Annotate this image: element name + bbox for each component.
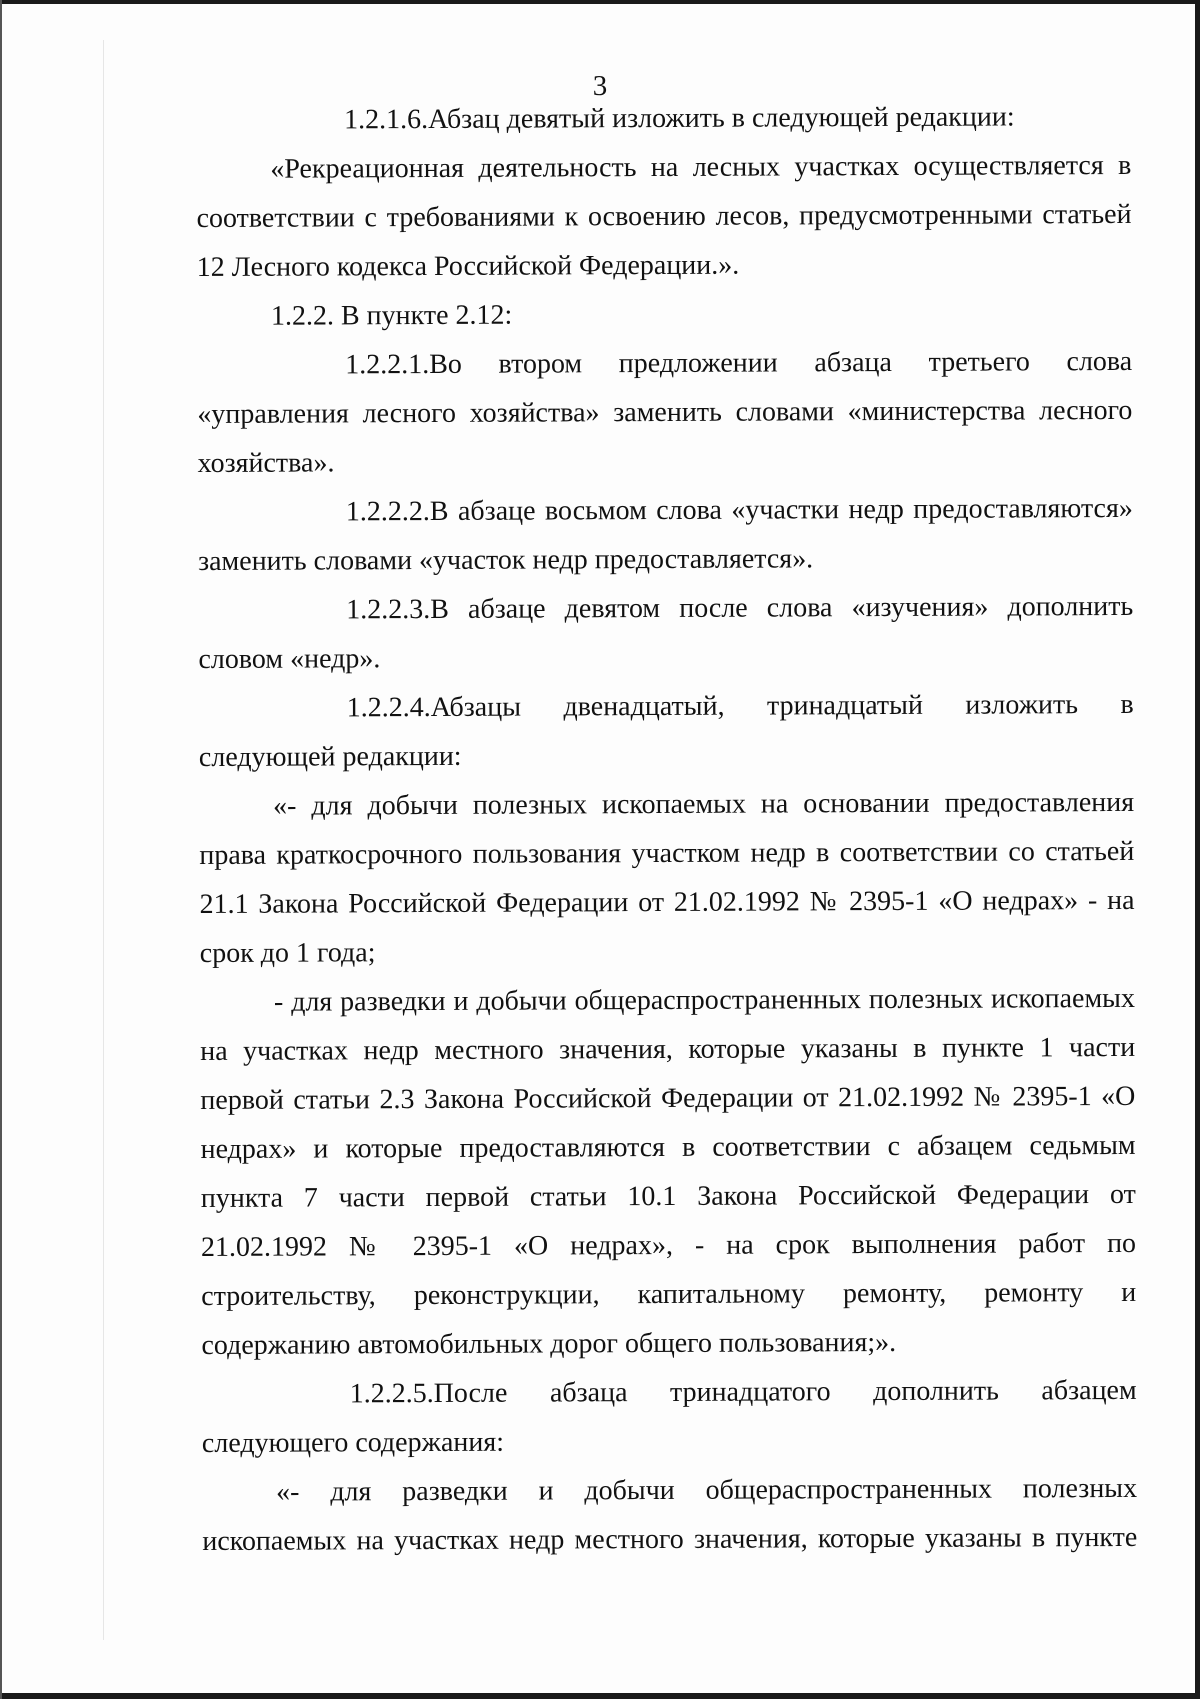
paragraph-text: - для разведки и добычи общераспространенных полезных ископаемых на участках недр местного значения, которые указаны в пункте 1 части первой статьи 2.3 Закона Российской Федерации от 21.02.1992 № 2395-1 «О недрах» и которые предоставляются в соответствии с абзацем седьмым пункта 7 части первой статьи 10.1 Закона Российской Федерации от 21.02.1992 № 2395-1 «О недрах», - на срок выполнения работ по строительству, реконструкции, капитальному ремонту, ремонту и содержанию автомобильных дорог общего пользования;». [200,982,1137,1361]
paragraph-text: Абзацы двенадцатый, тринадцатый изложить в следующей редакции: [198,688,1134,773]
paragraph-text: «- для разведки и добычи общераспространенных полезных ископаемых на участках недр местного значения, которые указаны в пункте [202,1472,1138,1557]
scan-border-bottom [0,1693,1200,1699]
paragraph-quote-exploration [202,1464,1137,1566]
paragraph-text: В абзаце девятом после слова «изучения» дополнить словом «недр». [198,590,1134,675]
paragraph-1-2-1-6 [196,92,1131,145]
paragraph-1-2-2-3 [198,582,1133,684]
scan-margin-line [103,40,104,1640]
paragraph-1-2-2-2 [198,484,1133,586]
clause-number: 1.2.2.5. [349,1377,434,1410]
paragraph-1-2-2-5 [202,1366,1137,1468]
paragraph-text: «Рекреационная деятельность на лесных участках осуществляется в соответствии с требованиями к освоению лесов, предусмотренными статьей 12 Лесного кодекса Российской Федерации.». [196,149,1132,283]
page-number: 3 [592,70,608,102]
paragraph-text: 1.2.2. В пункте 2.12: [270,299,513,332]
clause-number: 1.2.1.6. [344,103,429,136]
paragraph-quote-recreation [196,141,1132,292]
paragraph-text: После абзаца тринадцатого дополнить абзацем следующего содержания: [201,1374,1137,1459]
clause-number: 1.2.2.4. [346,691,431,724]
scan-border-right [1195,0,1200,1699]
paragraph-exploration-roads [200,974,1137,1370]
paragraph-text: Во втором предложении абзаца третьего слова «управления лесного хозяйства» заменить словами «министерства лесного хозяйства». [197,345,1133,479]
document-body [196,92,1137,1566]
paragraph-1-2-2 [197,288,1132,341]
paragraph-1-2-2-1 [197,337,1133,488]
paragraph-text: В абзаце восьмом слова «участки недр предоставляются» заменить словами «участок недр предоставляется». [197,492,1133,577]
scan-border-top [0,0,1200,4]
paragraph-text: «- для добычи полезных ископаемых на основании предоставления права краткосрочного пользования участком недр в соответствии со статьей 21.1 Закона Российской Федерации от 21.02.1992 № 2395-1 «О недрах» - на срок до 1 года; [199,786,1135,969]
paragraph-1-2-2-4 [199,680,1134,782]
paragraph-quote-extraction [199,778,1135,978]
paragraph-text: Абзац девятый изложить в следующей редакции: [428,101,1015,135]
clause-number: 1.2.2.2. [345,495,430,528]
clause-number: 1.2.2.1. [345,348,430,381]
scan-border-left [0,0,2,1699]
clause-number: 1.2.2.3. [346,593,431,626]
